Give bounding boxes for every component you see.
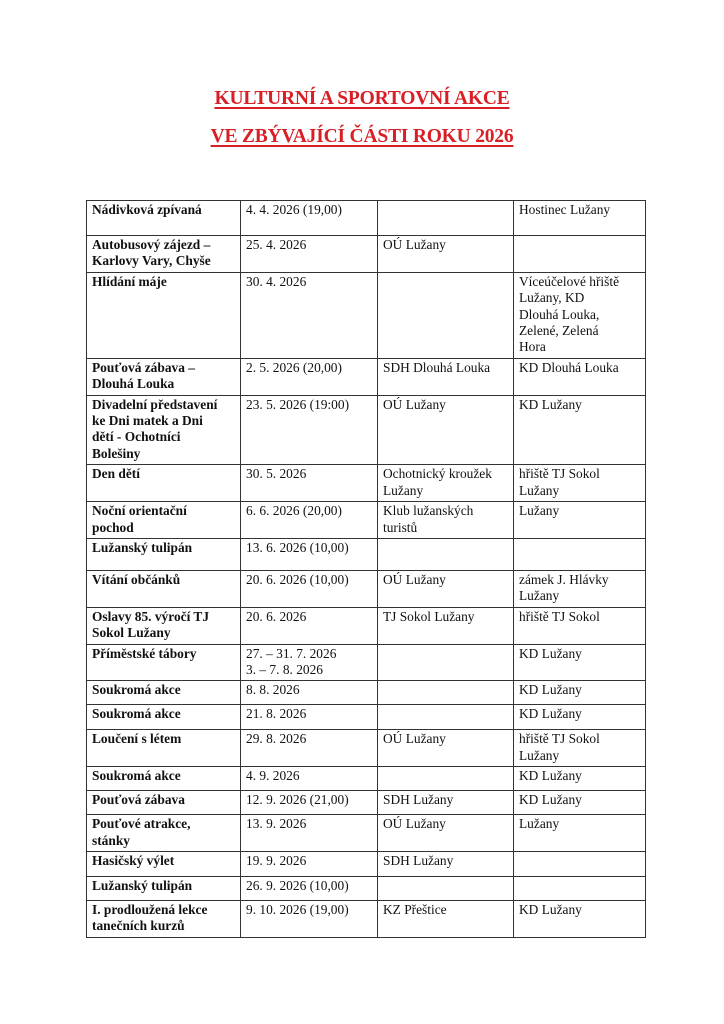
event-date: 8. 8. 2026 [246, 682, 300, 698]
event-organizer-cell [378, 236, 514, 273]
event-date: 25. 4. 2026 [246, 237, 307, 252]
events-table [86, 200, 646, 938]
table-row [87, 201, 646, 236]
event-date-cell [241, 607, 378, 644]
event-organizer-cell [378, 730, 514, 767]
event-venue: KD Lužany [519, 682, 582, 698]
event-organizer: SDH Lužany [383, 792, 454, 808]
event-venue-cell [514, 851, 646, 876]
event-date-cell [241, 272, 378, 358]
event-venue: KD Lužany [519, 645, 582, 661]
event-name: Autobusový zájezd – [92, 237, 211, 252]
event-name: tanečních kurzů [92, 918, 185, 934]
event-date: 20. 6. 2026 (10,00) [246, 571, 349, 587]
event-date: 4. 4. 2026 (19,00) [246, 202, 342, 217]
event-organizer: OÚ Lužany [383, 816, 446, 832]
event-name: dětí - Ochotníci [92, 429, 181, 445]
event-date-cell [241, 236, 378, 273]
event-date-cell [241, 201, 378, 236]
event-date: 13. 6. 2026 (10,00) [246, 539, 349, 555]
event-venue: Lužany [519, 503, 560, 519]
event-venue: KD Lužany [519, 901, 582, 917]
event-name-cell [87, 570, 241, 607]
event-venue: KD Lužany [519, 396, 582, 412]
event-date-cell [241, 538, 378, 570]
table-row [87, 358, 646, 395]
event-organizer-cell [378, 538, 514, 570]
event-venue: KD Dlouhá Louka [519, 359, 619, 375]
table-row [87, 851, 646, 876]
event-name: Pouťová zábava [92, 792, 185, 808]
event-name-cell [87, 851, 241, 876]
event-date: 4. 9. 2026 [246, 768, 300, 784]
event-venue: Lužany [519, 747, 560, 763]
event-date-cell [241, 851, 378, 876]
event-name: Hlídání máje [92, 273, 167, 289]
event-name: Pouťové atrakce, [92, 816, 191, 832]
event-venue: KD Lužany [519, 768, 582, 784]
event-organizer: KZ Přeštice [383, 901, 447, 917]
event-name-cell [87, 538, 241, 570]
event-venue-cell [514, 644, 646, 681]
event-date: 29. 8. 2026 [246, 731, 307, 747]
event-name-cell [87, 900, 241, 937]
event-name: Divadelní představení [92, 396, 218, 412]
event-venue: hřiště TJ Sokol [519, 731, 600, 747]
event-venue: Dlouhá Louka, [519, 306, 600, 322]
event-organizer-cell [378, 607, 514, 644]
event-name: Soukromá akce [92, 768, 181, 784]
table-row [87, 791, 646, 815]
event-name-cell [87, 705, 241, 730]
event-organizer-cell [378, 272, 514, 358]
event-organizer: OÚ Lužany [383, 237, 446, 252]
event-organizer: turistů [383, 519, 418, 535]
event-venue-cell [514, 236, 646, 273]
event-date-cell [241, 815, 378, 852]
event-date-cell [241, 730, 378, 767]
event-organizer: TJ Sokol Lužany [383, 608, 475, 624]
event-date-cell [241, 876, 378, 900]
event-name-cell [87, 465, 241, 502]
event-name: Karlovy Vary, Chyše [92, 253, 211, 269]
event-venue: Lužany, KD [519, 290, 585, 306]
table-row [87, 705, 646, 730]
event-organizer: Lužany [383, 482, 424, 498]
event-name-cell [87, 681, 241, 705]
event-name: Hasičský výlet [92, 852, 175, 868]
event-venue-cell [514, 815, 646, 852]
event-date-cell [241, 395, 378, 465]
event-venue: Víceúčelové hřiště [519, 273, 620, 289]
event-date: 2. 5. 2026 (20,00) [246, 359, 342, 375]
event-name: Příměstské tábory [92, 645, 197, 661]
event-organizer-cell [378, 900, 514, 937]
event-organizer-cell [378, 791, 514, 815]
event-date-cell [241, 791, 378, 815]
event-date: 6. 6. 2026 (20,00) [246, 503, 342, 519]
event-venue-cell [514, 502, 646, 539]
event-venue-cell [514, 465, 646, 502]
event-organizer-cell [378, 465, 514, 502]
table-row [87, 538, 646, 570]
event-venue-cell [514, 705, 646, 730]
event-organizer-cell [378, 201, 514, 236]
event-date-cell [241, 767, 378, 791]
event-date: 13. 9. 2026 [246, 816, 307, 832]
table-row [87, 272, 646, 358]
event-organizer: SDH Lužany [383, 852, 454, 868]
event-date: 12. 9. 2026 (21,00) [246, 792, 349, 808]
event-name: Lužanský tulipán [92, 877, 193, 893]
event-date: 3. – 7. 8. 2026 [246, 661, 323, 677]
event-organizer-cell [378, 705, 514, 730]
event-organizer-cell [378, 876, 514, 900]
event-venue-cell [514, 767, 646, 791]
table-row [87, 767, 646, 791]
event-date-cell [241, 502, 378, 539]
event-name: Nádivková zpívaná [92, 202, 202, 217]
event-venue: hřiště TJ Sokol [519, 608, 600, 624]
event-date: 26. 9. 2026 (10,00) [246, 877, 349, 893]
event-organizer: OÚ Lužany [383, 396, 446, 412]
event-organizer-cell [378, 395, 514, 465]
event-date: 30. 4. 2026 [246, 273, 307, 289]
event-venue-cell [514, 538, 646, 570]
event-name: Vítání občánků [92, 571, 181, 587]
event-venue-cell [514, 570, 646, 607]
event-name: pochod [92, 519, 134, 535]
event-name: ke Dni matek a Dni [92, 413, 203, 429]
table-row [87, 502, 646, 539]
event-organizer-cell [378, 851, 514, 876]
event-name: Oslavy 85. výročí TJ [92, 608, 210, 624]
event-date: 27. – 31. 7. 2026 [246, 645, 337, 661]
table-row [87, 681, 646, 705]
event-venue: zámek J. Hlávky [519, 571, 609, 587]
event-venue: Hostinec Lužany [519, 202, 611, 217]
event-name-cell [87, 272, 241, 358]
event-name-cell [87, 236, 241, 273]
event-name: Noční orientační [92, 503, 187, 519]
event-venue-cell [514, 791, 646, 815]
event-organizer-cell [378, 767, 514, 791]
event-name: Soukromá akce [92, 682, 181, 698]
table-row [87, 815, 646, 852]
event-name-cell [87, 201, 241, 236]
table-row [87, 730, 646, 767]
event-date: 21. 8. 2026 [246, 706, 307, 722]
event-date-cell [241, 705, 378, 730]
event-venue-cell [514, 358, 646, 395]
table-row [87, 465, 646, 502]
event-name: Soukromá akce [92, 706, 181, 722]
event-name-cell [87, 815, 241, 852]
event-venue-cell [514, 201, 646, 236]
event-name: Dlouhá Louka [92, 376, 175, 392]
event-venue-cell [514, 876, 646, 900]
event-date-cell [241, 681, 378, 705]
event-venue: Lužany [519, 588, 560, 604]
event-venue: hřiště TJ Sokol [519, 466, 600, 482]
event-name-cell [87, 730, 241, 767]
table-row [87, 607, 646, 644]
event-organizer: OÚ Lužany [383, 571, 446, 587]
event-date-cell [241, 644, 378, 681]
event-venue-cell [514, 900, 646, 937]
event-organizer: Klub lužanských [383, 503, 474, 519]
event-date: 20. 6. 2026 [246, 608, 307, 624]
title-line-2: VE ZBÝVAJÍCÍ ČÁSTI ROKU 2026 [210, 126, 514, 147]
event-venue: Zelené, Zelená [519, 323, 599, 339]
event-name-cell [87, 395, 241, 465]
table-row [87, 644, 646, 681]
event-name-cell [87, 644, 241, 681]
event-date-cell [241, 465, 378, 502]
event-name: Sokol Lužany [92, 625, 171, 641]
document-title [0, 88, 724, 148]
table-row [87, 570, 646, 607]
events-table-body [87, 201, 646, 938]
event-venue: Hora [519, 339, 546, 355]
event-name-cell [87, 876, 241, 900]
event-name-cell [87, 791, 241, 815]
event-venue-cell [514, 272, 646, 358]
event-date: 9. 10. 2026 (19,00) [246, 901, 349, 917]
event-organizer-cell [378, 644, 514, 681]
event-organizer-cell [378, 358, 514, 395]
event-name-cell [87, 767, 241, 791]
event-venue-cell [514, 681, 646, 705]
event-name: Pouťová zábava – [92, 359, 195, 375]
event-name: Loučení s létem [92, 731, 182, 747]
event-date: 23. 5. 2026 (19:00) [246, 396, 350, 412]
event-name: Bolešiny [92, 445, 141, 461]
event-organizer-cell [378, 815, 514, 852]
event-name: stánky [92, 832, 130, 848]
event-venue: KD Lužany [519, 792, 582, 808]
table-row [87, 236, 646, 273]
event-venue-cell [514, 607, 646, 644]
event-date-cell [241, 900, 378, 937]
event-name: Lužanský tulipán [92, 539, 193, 555]
event-organizer-cell [378, 570, 514, 607]
event-venue-cell [514, 730, 646, 767]
table-row [87, 395, 646, 465]
event-organizer: SDH Dlouhá Louka [383, 359, 491, 375]
event-name: Den dětí [92, 466, 140, 482]
event-date-cell [241, 570, 378, 607]
event-venue-cell [514, 395, 646, 465]
event-name: I. prodloužená lekce [92, 901, 208, 917]
event-venue: Lužany [519, 482, 560, 498]
table-row [87, 900, 646, 937]
event-date: 19. 9. 2026 [246, 852, 307, 868]
event-organizer: OÚ Lužany [383, 731, 446, 747]
event-date-cell [241, 358, 378, 395]
event-name-cell [87, 358, 241, 395]
title-line-1: KULTURNÍ A SPORTOVNÍ AKCE [214, 88, 510, 109]
event-date: 30. 5. 2026 [246, 466, 307, 482]
event-venue: KD Lužany [519, 706, 582, 722]
event-organizer-cell [378, 681, 514, 705]
event-name-cell [87, 607, 241, 644]
event-name-cell [87, 502, 241, 539]
event-venue: Lužany [519, 816, 560, 832]
table-row [87, 876, 646, 900]
event-organizer: Ochotnický kroužek [383, 466, 492, 482]
event-organizer-cell [378, 502, 514, 539]
